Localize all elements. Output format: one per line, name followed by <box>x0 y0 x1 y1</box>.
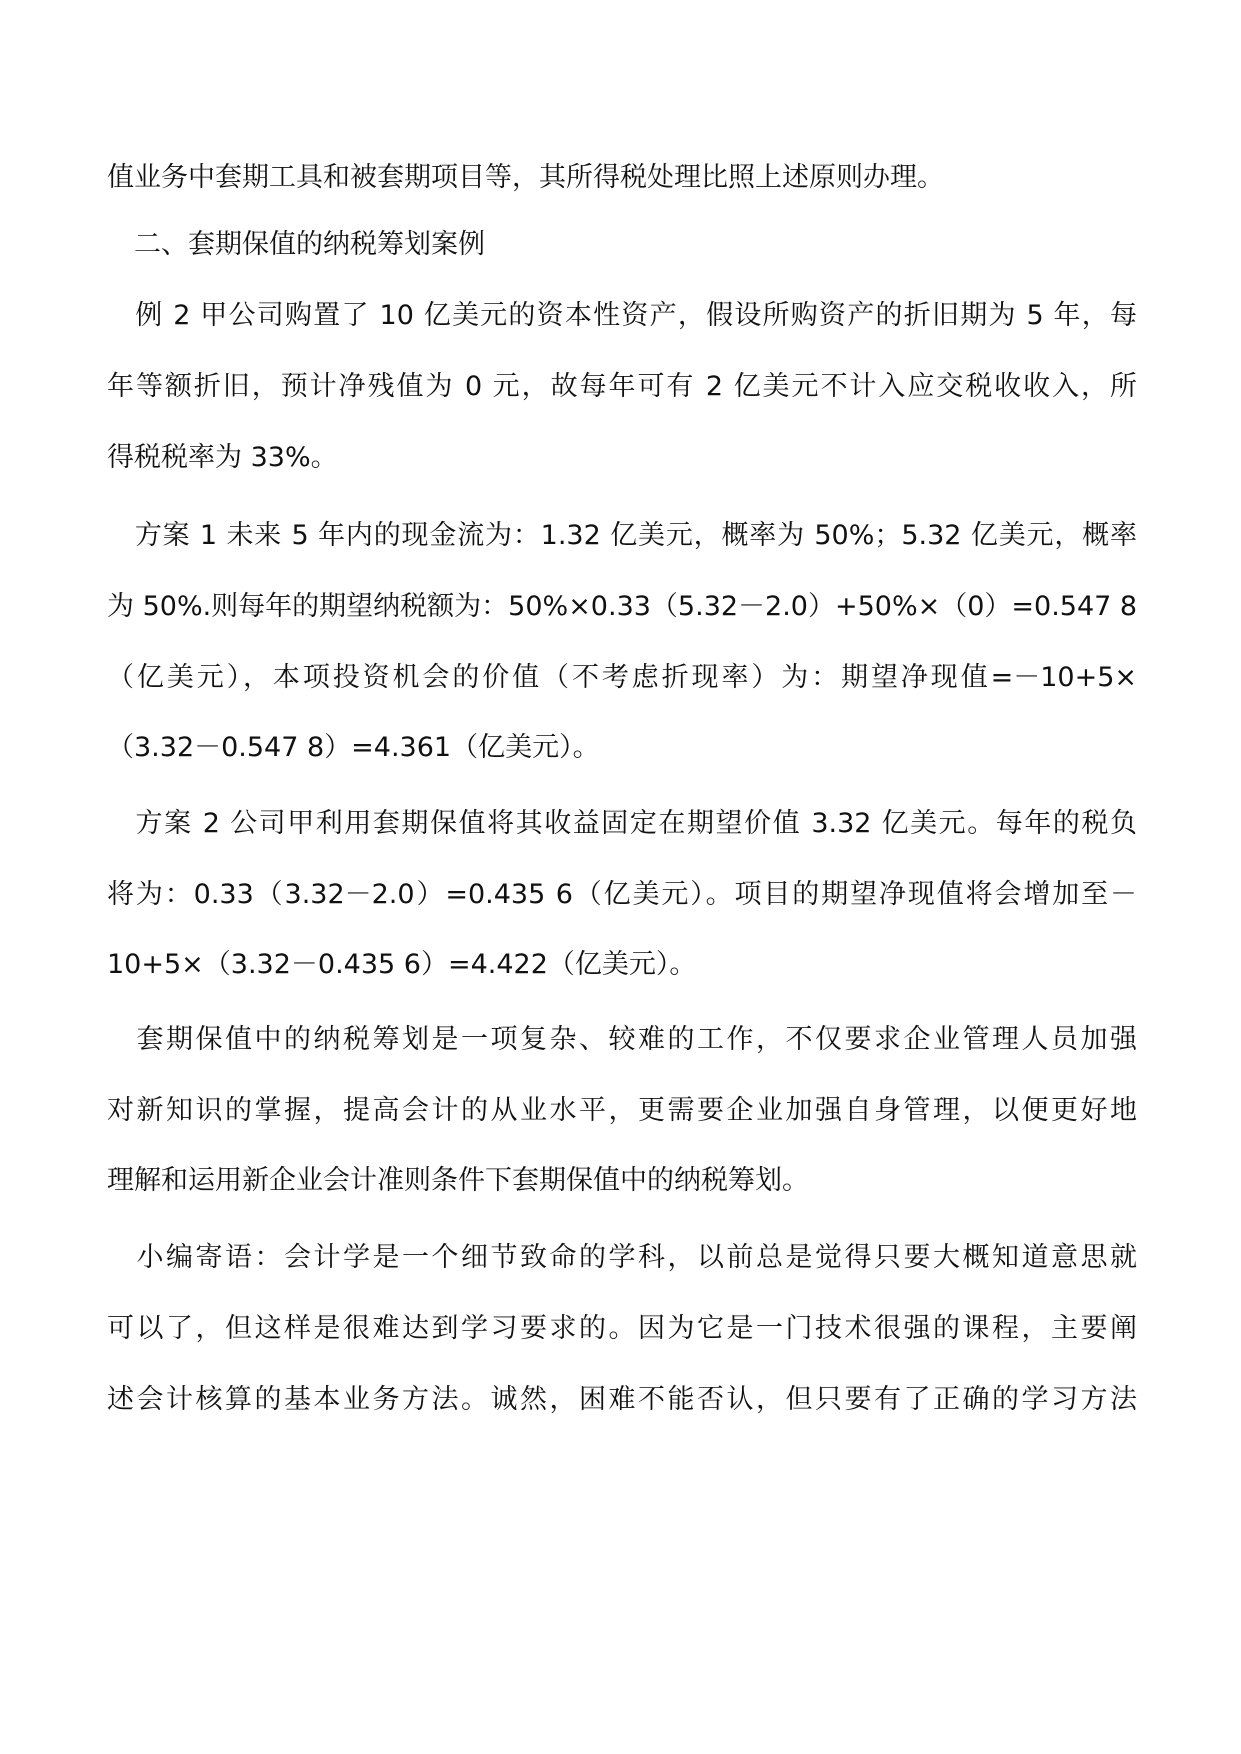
text-line: 将为：0.33（3.32－2.0）=0.435 6（亿美元）。项目的期望净现值将会增加至－ <box>107 879 1137 910</box>
text-line: 年等额折旧，预计净残值为 0 元，故每年可有 2 亿美元不计入应交税收收入，所 <box>107 371 1137 402</box>
text-line: 值业务中套期工具和被套期项目等，其所得税处理比照上述原则办理。 <box>107 162 944 193</box>
text-line: 对新知识的掌握，提高会计的从业水平，更需要企业加强自身管理，以便更好地 <box>107 1095 1137 1126</box>
text-line: 方案 1 未来 5 年内的现金流为：1.32 亿美元，概率为 50%；5.32 亿美元，概率 <box>107 520 1137 551</box>
text-line: 为 50%.则每年的期望纳税额为：50%×0.33（5.32－2.0）+50%×（0）=0.547 8 <box>107 591 1138 622</box>
text-line: 可以了，但这样是很难达到学习要求的。因为它是一门技术很强的课程，主要阐 <box>107 1313 1137 1344</box>
text-line: 述会计核算的基本业务方法。诚然，困难不能否认，但只要有了正确的学习方法 <box>107 1384 1137 1415</box>
text-line: （亿美元），本项投资机会的价值（不考虑折现率）为：期望净现值=－10+5× <box>107 662 1137 693</box>
text-line: 方案 2 公司甲利用套期保值将其收益固定在期望价值 3.32 亿美元。每年的税负 <box>107 808 1137 839</box>
text-line: 套期保值中的纳税筹划是一项复杂、较难的工作，不仅要求企业管理人员加强 <box>107 1024 1137 1055</box>
text-line: 小编寄语：会计学是一个细节致命的学科，以前总是觉得只要大概知道意思就 <box>107 1242 1137 1273</box>
section-heading: 二、套期保值的纳税筹划案例 <box>107 229 485 260</box>
text-line: 10+5×（3.32－0.435 6）=4.422（亿美元）。 <box>107 949 697 980</box>
text-line: 理解和运用新企业会计准则条件下套期保值中的纳税筹划。 <box>107 1165 809 1196</box>
text-line: 例 2 甲公司购置了 10 亿美元的资本性资产，假设所购资产的折旧期为 5 年，每 <box>107 300 1137 331</box>
text-line: 得税税率为 33%。 <box>107 442 338 473</box>
text-line: （3.32－0.547 8）=4.361（亿美元）。 <box>107 732 600 763</box>
